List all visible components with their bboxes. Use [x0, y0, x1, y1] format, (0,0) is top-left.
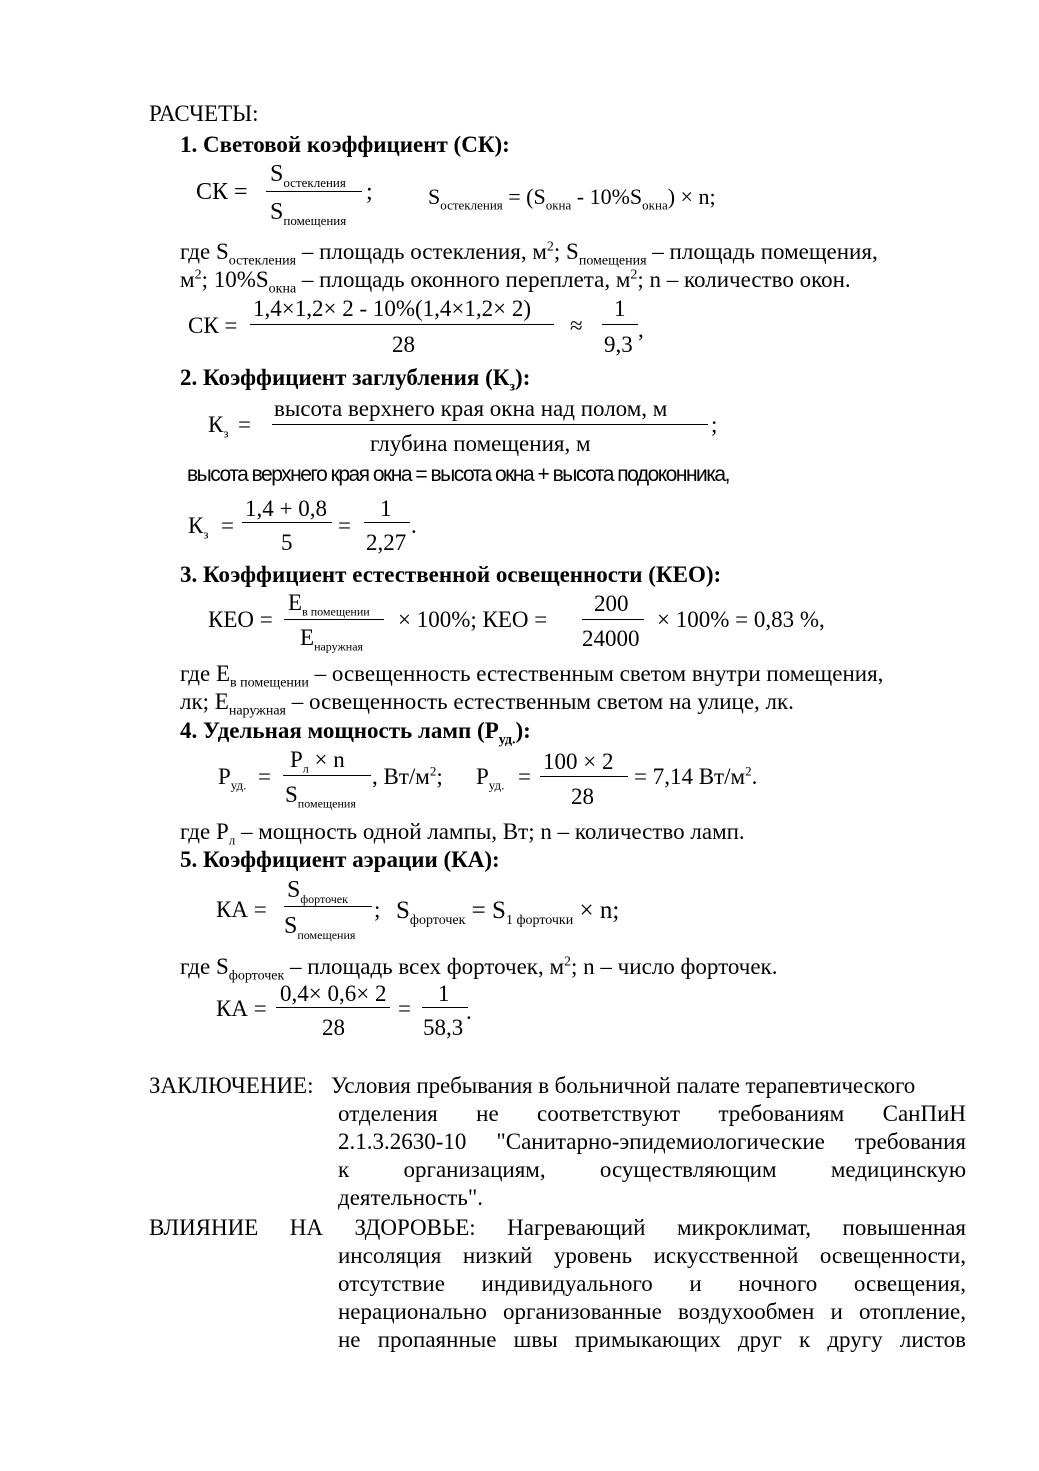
calc-kz-num2: 1	[380, 496, 392, 521]
calc-kz-den: 5	[281, 530, 293, 555]
conclusion-label: ЗАКЛЮЧЕНИЕ:	[149, 1073, 314, 1098]
calc-kz-lhs: $К_з$	[188, 513, 209, 542]
section-1-note-line-2: $м^2$; $10\%S_{окна}$ – площадь оконного переплета, $м^2$; n – количество окон.	[180, 267, 851, 297]
pud-lhs: $Р_{уд.}$	[218, 764, 247, 793]
fraction-bar	[422, 1007, 468, 1008]
calc-sk-comma: ,	[638, 317, 644, 342]
fraction-bar	[250, 324, 554, 325]
conclusion-line-5: деятельность".	[338, 1185, 483, 1210]
section-4-title: 4. Удельная мощность ламп $(Р_{уд.})$:	[180, 718, 531, 748]
fraction-bar	[602, 324, 638, 325]
ka-semicolon: ;	[374, 897, 381, 922]
calc-kz-eq: =	[221, 513, 234, 538]
fraction-bar	[364, 522, 410, 523]
calc-sk-num2: 1	[614, 296, 626, 321]
keo-den2: 24000	[582, 626, 640, 651]
kz-eq: =	[238, 412, 251, 437]
section-5-title: 5. Коэффициент аэрации (КА):	[180, 847, 500, 872]
keo-lhs: КЕО =	[208, 607, 273, 632]
ka-num: $S_{форточек}$	[287, 877, 348, 906]
conclusion-line-1: Условия пребывания в больничной палате терапевтического	[331, 1073, 916, 1098]
page-heading: РАСЧЕТЫ:	[149, 101, 259, 126]
calc-sk-num: 1,4×1,2× 2 - 10%(1,4×1,2× 2)	[253, 296, 532, 321]
kz-den: глубина помещения, м	[370, 431, 591, 456]
section-4-note: где $Р_л$ – мощность одной лампы, Вт; n – количество ламп.	[180, 819, 745, 848]
pud-num2: 100 × 2	[543, 749, 614, 774]
keo-den: $Е_{наружная}$	[300, 625, 364, 654]
health-line-1: ВЛИЯНИЕ НА ЗДОРОВЬЕ: Нагревающий микроклимат, повышенная	[149, 1215, 966, 1240]
ka-lhs: КА =	[216, 897, 267, 922]
fraction-bar	[582, 619, 644, 620]
conclusion-line-4: к организациям, осуществляющим медицинскую	[338, 1157, 966, 1182]
sk-semicolon: ;	[366, 179, 373, 205]
calc-sk-approx: ≈	[570, 313, 583, 338]
calc-kz-eq2: =	[338, 513, 351, 538]
section-1-note-line-1: где $S_{остекления}$ – площадь остекления, $м^2$; $S_{помещения}$ – площадь помещения,	[180, 239, 878, 269]
keo-num2: 200	[594, 591, 629, 616]
conclusion-line-2: отделения не соответствуют требованиям СанПиН	[338, 1101, 966, 1126]
pud-unit: , $Вт/м^2$;	[372, 763, 443, 789]
pud-eq2: =	[518, 764, 531, 789]
kz-num: высота верхнего края окна над полом, м	[274, 396, 668, 421]
section-3-note-line-1: где $Е_{в помещении}$ – освещенность естественным светом внутри помещения,	[180, 661, 884, 691]
fraction-bar	[266, 191, 362, 192]
calc-kz-num: 1,4 + 0,8	[245, 496, 327, 521]
sk-num: $S_{остекления}$	[270, 161, 346, 190]
pud-eq: =	[258, 764, 271, 789]
ka-rhs: $S_{форточек} = S_{1 форточки} \times n$;	[396, 897, 620, 928]
section-2-note: высота верхнего края окна = высота окна + высота подоконника,	[187, 463, 729, 486]
pud-den: $S_{помещения}$	[285, 782, 356, 811]
calc-sk-den: 28	[392, 332, 415, 357]
calc-ka-lhs: КА =	[216, 996, 267, 1021]
sk-lhs: СК =	[196, 179, 248, 205]
calc-ka-dot: .	[466, 999, 472, 1024]
fraction-bar	[283, 775, 371, 776]
keo-num: $Е_{в помещении}$	[288, 590, 370, 619]
fraction-bar	[276, 1007, 390, 1008]
section-1-title: 1. Световой коэффициент (СК):	[180, 132, 510, 157]
section-3-title: 3. Коэффициент естественной освещенности (КЕО):	[180, 562, 722, 587]
calc-ka-eq: =	[398, 996, 411, 1021]
fraction-bar	[540, 776, 628, 777]
pud-result: = 7,14 $Вт/м^2$.	[634, 763, 758, 789]
health-line-2: инсоляция низкий уровень искусственной освещенности,	[338, 1243, 966, 1268]
health-line-3: отсутствие индивидуального и ночного освещения,	[338, 1271, 966, 1296]
pud-lhs2: $Р_{уд.}$	[476, 764, 505, 793]
kz-lhs: $К_з$	[208, 412, 229, 441]
keo-middle: × 100%; КЕО =	[398, 607, 548, 632]
section-3-note-line-2: лк; $Е_{наружная}$ – освещенность естественным светом на улице, лк.	[180, 689, 794, 719]
section-2-title: 2. Коэффициент заглубления $(К_з)$:	[180, 365, 531, 395]
calc-ka-den: 28	[322, 1015, 345, 1040]
health-line-5: не пропаянные швы примыкающих друг к другу листов	[338, 1327, 966, 1352]
kz-semicolon: ;	[711, 412, 718, 437]
calc-ka-num2: 1	[438, 981, 450, 1006]
conclusion-line-3: 2.1.3.2630-10 "Санитарно-эпидемиологические требования	[338, 1129, 966, 1154]
fraction-bar	[284, 619, 384, 620]
health-line-4: нерационально организованные воздухообмен и отопление,	[338, 1299, 966, 1324]
calc-kz-dot: .	[411, 513, 417, 538]
calc-ka-num: 0,4× 0,6× 2	[280, 981, 387, 1006]
calc-sk-den2: 9,3	[604, 332, 633, 357]
calc-kz-den2: 2,27	[366, 530, 407, 555]
calc-ka-den2: 58,3	[423, 1015, 464, 1040]
ka-den: $S_{помещения}$	[284, 913, 356, 942]
fraction-bar	[242, 522, 332, 523]
fraction-bar	[272, 424, 708, 425]
sk-den: $S_{помещения}$	[270, 199, 347, 228]
pud-num: $Р_л \times n$	[290, 747, 345, 776]
section-5-note: где $S_{форточек}$ – площадь всех форточек, $м^2$; n – число форточек.	[180, 954, 778, 984]
sk-glazing-formula: $S_{остекления} = (S_{окна} - 10\%S_{окна}) \times n$;	[428, 184, 716, 213]
pud-den2: 28	[571, 784, 594, 809]
calc-sk-lhs: СК =	[188, 313, 238, 338]
keo-end: × 100% = 0,83 %,	[657, 607, 825, 632]
fraction-bar	[284, 906, 372, 907]
